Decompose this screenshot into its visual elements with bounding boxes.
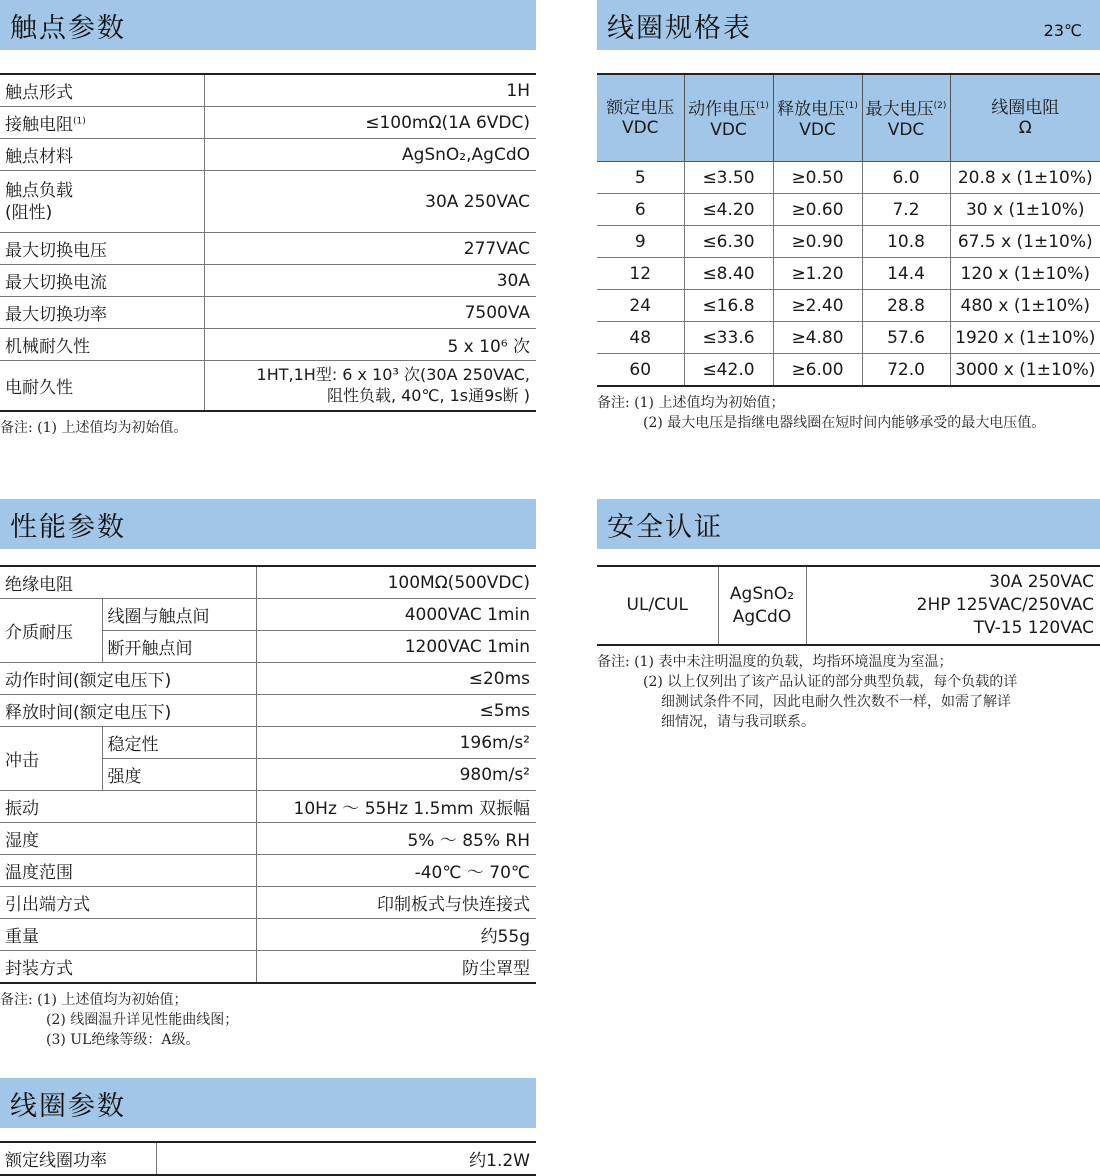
table-cell: 24: [597, 290, 684, 322]
coil-spec-header: [597, 0, 1100, 50]
row-value: [204, 361, 536, 411]
sub-label: 稳定性: [102, 727, 256, 759]
table-cell: ≤4.20: [684, 194, 773, 226]
row-value: 5 x 10⁶ 次: [204, 329, 536, 361]
table-cell: 120 x (1±10%): [950, 258, 1100, 290]
header-unit: VDC: [710, 119, 747, 140]
column-header: [862, 74, 950, 162]
row-label: 介质耐压: [0, 599, 102, 663]
row-value: 约55g: [256, 919, 536, 951]
note-line: 细测试条件不同，因此电耐久性次数不一样，如需了解详: [661, 694, 1011, 710]
cert-materials: [718, 566, 806, 645]
row-value: 196m/s²: [256, 727, 536, 759]
note-line: 备注: (1) 上述值均为初始值；: [0, 992, 188, 1008]
table-row: [597, 290, 1100, 322]
row-label: 引出端方式: [0, 887, 256, 919]
cert-name: UL/CUL: [597, 566, 718, 645]
row-value: 5% ～ 85% RH: [256, 823, 536, 855]
coil-params-title: 线圈参数: [10, 1090, 126, 1122]
coil-params-header: [0, 1078, 536, 1128]
column-header: [597, 74, 684, 162]
table-cell: 6: [597, 194, 684, 226]
note-line: 备注: (1) 表中未注明温度的负载，均指环境温度为室温；: [597, 654, 953, 670]
table-row: [0, 171, 536, 233]
note-line: (2) 最大电压是指继电器线圈在短时间内能够承受的最大电压值。: [643, 415, 1046, 431]
row-label: 动作时间(额定电压下): [0, 663, 256, 695]
row-value: 印制板式与快连接式: [256, 887, 536, 919]
row-value: ≤5ms: [256, 695, 536, 727]
table-cell: ≥4.80: [773, 322, 862, 354]
label-text: 接触电阻: [5, 115, 73, 135]
performance-section: [0, 499, 536, 1050]
sub-label: 强度: [102, 759, 256, 791]
row-value: 1H: [204, 74, 536, 107]
header-unit: VDC: [621, 118, 659, 138]
table-row: [0, 233, 536, 265]
table-cell: 67.5 x (1±10%): [950, 226, 1100, 258]
row-value: ≤20ms: [256, 663, 536, 695]
table-cell: ≤8.40: [684, 258, 773, 290]
table-cell: 28.8: [862, 290, 950, 322]
row-label: 额定线圈功率: [0, 1142, 156, 1175]
row-label: 温度范围: [0, 855, 256, 887]
table-cell: ≥6.00: [773, 354, 862, 387]
row-value: 7500VA: [204, 297, 536, 329]
table-cell: ≤33.6: [684, 322, 773, 354]
table-cell: ≥0.50: [773, 162, 862, 194]
table-cell: 72.0: [862, 354, 950, 387]
note-line: (2) 以上仅列出了该产品认证的部分典型负载，每个负载的详: [643, 674, 1018, 690]
footnote-mark: (1): [845, 101, 858, 112]
row-value: -40℃ ～ 70℃: [256, 855, 536, 887]
table-cell: 10.8: [862, 226, 950, 258]
table-row: [597, 162, 1100, 194]
row-value: AgSnO₂,AgCdO: [204, 139, 536, 171]
table-cell: ≤16.8: [684, 290, 773, 322]
coil-params-table: [0, 1141, 536, 1176]
contact-note: 备注: (1) 上述值均为初始值。: [0, 419, 188, 436]
row-value: 30A: [204, 265, 536, 297]
note-line: 细情况，请与我司联系。: [661, 714, 815, 730]
row-value: 100MΩ(500VDC): [256, 566, 536, 599]
coil-spec-note: [597, 393, 1100, 433]
table-row: [597, 566, 1100, 645]
table-cell: 30 x (1±10%): [950, 194, 1100, 226]
table-row: [0, 599, 536, 631]
coil-spec-table: [597, 73, 1100, 387]
coil-spec-body: [597, 162, 1100, 387]
value-line-2: 阻性负载, 40℃, 1s通9s断 ): [326, 386, 530, 406]
table-cell: 60: [597, 354, 684, 387]
table-row: [597, 194, 1100, 226]
table-row: [0, 919, 536, 951]
table-cell: 5: [597, 162, 684, 194]
table-row: [0, 329, 536, 361]
note-line: (3) UL绝缘等级：A级。: [46, 1032, 200, 1048]
table-cell: 12: [597, 258, 684, 290]
table-cell: ≤6.30: [684, 226, 773, 258]
table-row: [0, 951, 536, 984]
column-header: [684, 74, 773, 162]
contact-title: 触点参数: [10, 12, 126, 44]
table-cell: 6.0: [862, 162, 950, 194]
column-header: [773, 74, 862, 162]
row-value: 4000VAC 1min: [256, 599, 536, 631]
row-label: [0, 107, 204, 139]
header-unit: VDC: [887, 119, 925, 140]
row-label: 触点材料: [0, 139, 204, 171]
value-line-1: 1HT,1H型: 6 x 10³ 次(30A 250VAC,: [256, 365, 530, 385]
table-cell: ≥2.40: [773, 290, 862, 322]
row-label: 封装方式: [0, 951, 256, 984]
table-row: [0, 727, 536, 759]
table-row: [0, 791, 536, 823]
row-value: 30A 250VAC: [204, 171, 536, 233]
row-label: 绝缘电阻: [0, 566, 256, 599]
table-cell: 3000 x (1±10%): [955, 359, 1096, 380]
table-row: [0, 887, 536, 919]
performance-note: [0, 990, 536, 1050]
table-header-row: [597, 74, 1100, 162]
table-row: [0, 107, 536, 139]
temperature-label: 23℃: [1043, 21, 1082, 40]
table-cell: ≥0.90: [773, 226, 862, 258]
table-cell: 480 x (1±10%): [950, 290, 1100, 322]
table-row: [597, 322, 1100, 354]
label-line-2: (阻性): [5, 202, 53, 223]
safety-header: [597, 499, 1100, 549]
row-label: 释放时间(额定电压下): [0, 695, 256, 727]
table-row: [0, 695, 536, 727]
table-row: [0, 663, 536, 695]
table-row: [597, 258, 1100, 290]
row-value: 约1.2W: [156, 1142, 536, 1175]
row-label: 振动: [0, 791, 256, 823]
material-line: AgSnO₂: [729, 583, 795, 604]
table-cell: 14.4: [862, 258, 950, 290]
table-row: [0, 265, 536, 297]
note-line: 备注: (1) 上述值均为初始值；: [597, 395, 785, 411]
row-label: 最大切换功率: [0, 297, 204, 329]
safety-note: [597, 652, 1100, 732]
header-text: 释放电压: [777, 99, 846, 120]
contact-table: [0, 73, 536, 412]
row-label: 触点形式: [0, 74, 204, 107]
row-label: 最大切换电流: [0, 265, 204, 297]
row-label: 冲击: [0, 727, 102, 791]
header-text: 线圈电阻: [991, 98, 1060, 118]
row-label: 电耐久性: [0, 361, 204, 411]
table-cell: 48: [597, 322, 684, 354]
table-cell: ≤42.0: [684, 354, 773, 387]
rating-line: TV-15 120VAC: [973, 618, 1094, 638]
header-text: 动作电压: [688, 99, 757, 120]
performance-table: [0, 565, 536, 984]
table-cell: 57.6: [862, 322, 950, 354]
table-cell: 1920 x (1±10%): [950, 322, 1100, 354]
rating-line: 30A 250VAC: [989, 572, 1094, 592]
table-row: [0, 1142, 536, 1175]
table-row: [0, 823, 536, 855]
header-unit: Ω: [1018, 118, 1032, 138]
note-line: (2) 线圈温升详见性能曲线图；: [46, 1012, 239, 1028]
footnote-mark: (2): [933, 101, 947, 112]
row-value: 10Hz ～ 55Hz 1.5mm 双振幅: [256, 791, 536, 823]
table-cell: 9: [597, 226, 684, 258]
row-value: ≤100mΩ(1A 6VDC): [204, 107, 536, 139]
table-row: [0, 139, 536, 171]
table-cell: ≤3.50: [684, 162, 773, 194]
column-header: [950, 74, 1100, 162]
table-row: [0, 361, 536, 411]
row-label: [0, 171, 204, 233]
header-unit: VDC: [799, 119, 836, 140]
coil-spec-section: [597, 0, 1100, 433]
row-value: 980m/s²: [256, 759, 536, 791]
performance-header: [0, 499, 536, 549]
table-cell: ≥0.60: [773, 194, 862, 226]
rating-line: 2HP 125VAC/250VAC: [916, 595, 1094, 615]
row-value: 277VAC: [204, 233, 536, 265]
safety-section: [597, 499, 1100, 732]
label-line-1: 触点负载: [5, 180, 73, 201]
table-row: [597, 226, 1100, 258]
table-row: [0, 566, 536, 599]
performance-title: 性能参数: [10, 511, 126, 543]
footnote-mark: (1): [756, 101, 769, 112]
table-cell: ≥1.20: [773, 258, 862, 290]
sub-label: 断开触点间: [102, 631, 256, 663]
sub-label: 线圈与触点间: [102, 599, 256, 631]
row-value: 防尘罩型: [256, 951, 536, 984]
table-row: [0, 297, 536, 329]
table-row: [597, 354, 1100, 387]
row-label: 最大切换电压: [0, 233, 204, 265]
row-label: 机械耐久性: [0, 329, 204, 361]
row-label: 湿度: [0, 823, 256, 855]
row-value: 1200VAC 1min: [256, 631, 536, 663]
footnote-mark: (1): [73, 116, 86, 127]
table-row: [0, 74, 536, 107]
header-text: 额定电压: [606, 98, 675, 118]
contact-header: [0, 0, 536, 50]
table-cell: 7.2: [862, 194, 950, 226]
table-row: [0, 855, 536, 887]
table-cell: 20.8 x (1±10%): [950, 162, 1100, 194]
material-line: AgCdO: [732, 606, 792, 627]
safety-title: 安全认证: [607, 511, 723, 543]
coil-spec-title: 线圈规格表: [607, 12, 752, 44]
cert-ratings: [806, 566, 1100, 645]
contact-section: [0, 0, 536, 438]
safety-table: [597, 565, 1100, 646]
header-text: 最大电压: [865, 99, 934, 120]
coil-params-section: [0, 1078, 536, 1176]
row-label: 重量: [0, 919, 256, 951]
